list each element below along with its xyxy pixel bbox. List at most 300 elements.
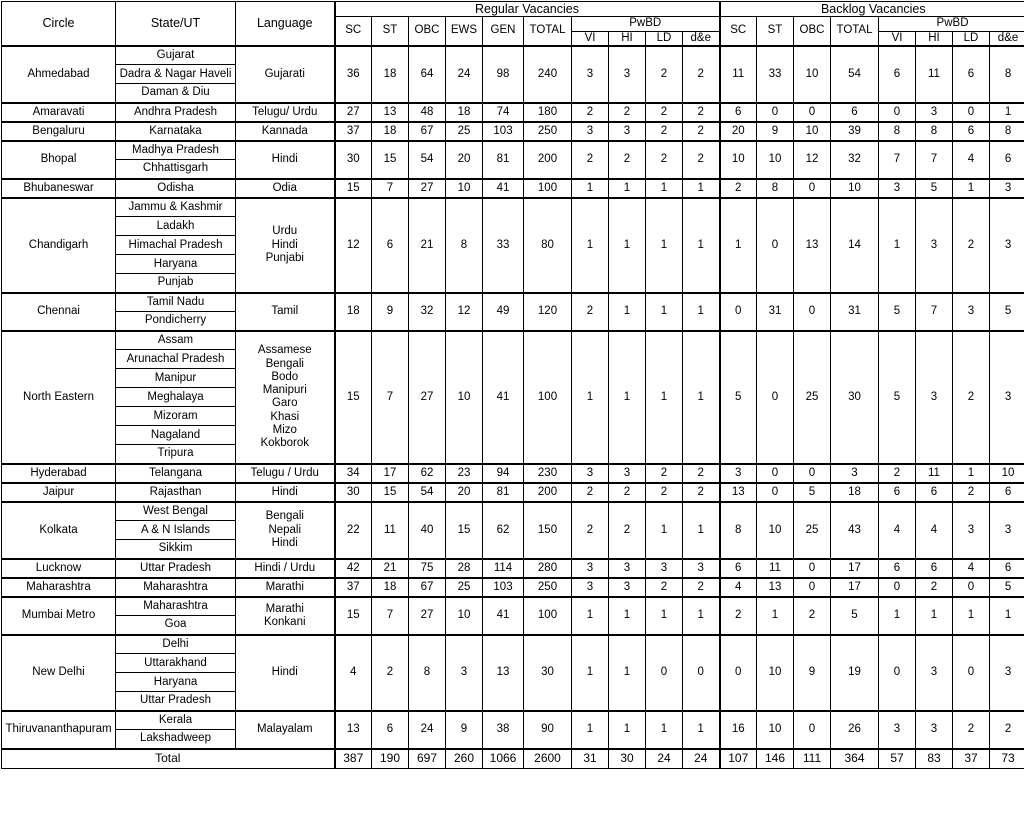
backlog-sc-value: 1 xyxy=(720,198,757,293)
circle-name: Maharashtra xyxy=(2,578,116,597)
table-row xyxy=(2,103,1024,122)
total-backlog-obc: 111 xyxy=(794,749,831,769)
table-row xyxy=(2,179,1024,198)
state-name: Jammu & Kashmir xyxy=(116,198,236,217)
regular-pwbd-de-value: 1 xyxy=(683,711,720,749)
state-name: Rajasthan xyxy=(116,483,236,502)
backlog-pwbd-de-value: 3 xyxy=(990,635,1024,711)
backlog-pwbd-ld-value: 0 xyxy=(953,103,990,122)
backlog-pwbd-hi-value: 7 xyxy=(916,141,953,179)
circle-name: Bhubaneswar xyxy=(2,179,116,198)
table-row xyxy=(2,198,1024,217)
backlog-pwbd-vi-value: 5 xyxy=(879,331,916,464)
total-regular-ews: 260 xyxy=(446,749,483,769)
circle-name: Kolkata xyxy=(2,502,116,559)
header-regular-obc: OBC xyxy=(409,17,446,46)
state-name: Kerala xyxy=(116,711,236,730)
backlog-pwbd-de-value: 8 xyxy=(990,46,1024,103)
regular-obc-value: 54 xyxy=(409,141,446,179)
header-regular-pwbd-hi: HI xyxy=(609,31,646,46)
backlog-total-value: 43 xyxy=(831,502,879,559)
regular-st-value: 18 xyxy=(372,122,409,141)
regular-ews-value: 10 xyxy=(446,331,483,464)
backlog-total-value: 39 xyxy=(831,122,879,141)
header-backlog-obc: OBC xyxy=(794,17,831,46)
regular-ews-value: 20 xyxy=(446,141,483,179)
state-name: Ladakh xyxy=(116,217,236,236)
header-backlog-sc: SC xyxy=(720,17,757,46)
language-name: Urdu Hindi Punjabi xyxy=(236,198,335,293)
backlog-pwbd-ld-value: 2 xyxy=(953,331,990,464)
regular-gen-value: 103 xyxy=(483,122,524,141)
regular-ews-value: 10 xyxy=(446,179,483,198)
header-regular-pwbd-vi: VI xyxy=(572,31,609,46)
regular-pwbd-vi-value: 3 xyxy=(572,46,609,103)
regular-pwbd-de-value: 2 xyxy=(683,464,720,483)
backlog-pwbd-de-value: 2 xyxy=(990,711,1024,749)
total-regular-st: 190 xyxy=(372,749,409,769)
backlog-st-value: 11 xyxy=(757,559,794,578)
total-backlog-total: 364 xyxy=(831,749,879,769)
regular-pwbd-ld-value: 1 xyxy=(646,331,683,464)
backlog-pwbd-hi-value: 5 xyxy=(916,179,953,198)
header-backlog-st: ST xyxy=(757,17,794,46)
regular-st-value: 17 xyxy=(372,464,409,483)
state-name: Maharashtra xyxy=(116,597,236,616)
backlog-obc-value: 9 xyxy=(794,635,831,711)
regular-sc-value: 30 xyxy=(335,483,372,502)
regular-obc-value: 24 xyxy=(409,711,446,749)
header-regular-pwbd-de: d&e xyxy=(683,31,720,46)
backlog-pwbd-hi-value: 6 xyxy=(916,483,953,502)
backlog-pwbd-ld-value: 1 xyxy=(953,597,990,635)
regular-pwbd-de-value: 0 xyxy=(683,635,720,711)
backlog-st-value: 31 xyxy=(757,293,794,331)
backlog-pwbd-de-value: 1 xyxy=(990,597,1024,635)
regular-total-value: 30 xyxy=(524,635,572,711)
backlog-pwbd-ld-value: 6 xyxy=(953,122,990,141)
backlog-pwbd-ld-value: 3 xyxy=(953,502,990,559)
regular-sc-value: 30 xyxy=(335,141,372,179)
regular-pwbd-vi-value: 3 xyxy=(572,122,609,141)
regular-pwbd-vi-value: 2 xyxy=(572,483,609,502)
regular-pwbd-ld-value: 1 xyxy=(646,711,683,749)
regular-pwbd-de-value: 2 xyxy=(683,122,720,141)
total-backlog-pwbd-de: 73 xyxy=(990,749,1024,769)
regular-pwbd-vi-value: 1 xyxy=(572,711,609,749)
regular-pwbd-vi-value: 2 xyxy=(572,141,609,179)
regular-pwbd-vi-value: 3 xyxy=(572,578,609,597)
backlog-total-value: 14 xyxy=(831,198,879,293)
regular-sc-value: 27 xyxy=(335,103,372,122)
regular-pwbd-de-value: 1 xyxy=(683,597,720,635)
table-body xyxy=(2,46,1024,769)
regular-obc-value: 27 xyxy=(409,331,446,464)
circle-name: Ahmedabad xyxy=(2,46,116,103)
regular-sc-value: 37 xyxy=(335,122,372,141)
total-backlog-sc: 107 xyxy=(720,749,757,769)
backlog-obc-value: 0 xyxy=(794,711,831,749)
regular-pwbd-ld-value: 3 xyxy=(646,559,683,578)
regular-pwbd-ld-value: 1 xyxy=(646,597,683,635)
regular-pwbd-hi-value: 2 xyxy=(609,141,646,179)
header-circle: Circle xyxy=(2,2,116,46)
regular-pwbd-de-value: 2 xyxy=(683,483,720,502)
state-name: Lakshadweep xyxy=(116,730,236,749)
backlog-obc-value: 25 xyxy=(794,331,831,464)
backlog-pwbd-hi-value: 1 xyxy=(916,597,953,635)
regular-ews-value: 25 xyxy=(446,578,483,597)
state-name: West Bengal xyxy=(116,502,236,521)
regular-pwbd-vi-value: 1 xyxy=(572,597,609,635)
circle-name: Thiruvananthapuram xyxy=(2,711,116,749)
backlog-sc-value: 13 xyxy=(720,483,757,502)
regular-total-value: 250 xyxy=(524,122,572,141)
regular-pwbd-ld-value: 0 xyxy=(646,635,683,711)
regular-ews-value: 10 xyxy=(446,597,483,635)
header-regular-ews: EWS xyxy=(446,17,483,46)
header-regular-sc: SC xyxy=(335,17,372,46)
regular-sc-value: 15 xyxy=(335,331,372,464)
state-name: Madhya Pradesh xyxy=(116,141,236,160)
backlog-pwbd-vi-value: 4 xyxy=(879,502,916,559)
regular-pwbd-hi-value: 1 xyxy=(609,198,646,293)
backlog-pwbd-vi-value: 8 xyxy=(879,122,916,141)
backlog-total-value: 17 xyxy=(831,559,879,578)
regular-gen-value: 81 xyxy=(483,141,524,179)
backlog-st-value: 1 xyxy=(757,597,794,635)
regular-gen-value: 13 xyxy=(483,635,524,711)
regular-pwbd-hi-value: 1 xyxy=(609,635,646,711)
total-regular-obc: 697 xyxy=(409,749,446,769)
regular-pwbd-vi-value: 3 xyxy=(572,559,609,578)
backlog-pwbd-vi-value: 0 xyxy=(879,635,916,711)
backlog-pwbd-hi-value: 4 xyxy=(916,502,953,559)
regular-st-value: 6 xyxy=(372,198,409,293)
regular-total-value: 280 xyxy=(524,559,572,578)
regular-pwbd-de-value: 2 xyxy=(683,578,720,597)
regular-total-value: 200 xyxy=(524,483,572,502)
state-name: Assam xyxy=(116,331,236,350)
regular-pwbd-hi-value: 2 xyxy=(609,483,646,502)
state-name: Dadra & Nagar Haveli xyxy=(116,65,236,84)
language-name: Marathi xyxy=(236,578,335,597)
regular-sc-value: 22 xyxy=(335,502,372,559)
regular-ews-value: 28 xyxy=(446,559,483,578)
backlog-pwbd-de-value: 1 xyxy=(990,103,1024,122)
language-name: Hindi xyxy=(236,141,335,179)
regular-st-value: 7 xyxy=(372,331,409,464)
backlog-st-value: 10 xyxy=(757,141,794,179)
regular-pwbd-hi-value: 1 xyxy=(609,331,646,464)
regular-pwbd-de-value: 1 xyxy=(683,502,720,559)
state-name: Odisha xyxy=(116,179,236,198)
circle-name: Bengaluru xyxy=(2,122,116,141)
backlog-total-value: 18 xyxy=(831,483,879,502)
state-name: Meghalaya xyxy=(116,388,236,407)
backlog-st-value: 13 xyxy=(757,578,794,597)
total-regular-gen: 1066 xyxy=(483,749,524,769)
backlog-pwbd-hi-value: 3 xyxy=(916,711,953,749)
state-name: Andhra Pradesh xyxy=(116,103,236,122)
backlog-pwbd-de-value: 6 xyxy=(990,559,1024,578)
regular-pwbd-ld-value: 2 xyxy=(646,464,683,483)
regular-pwbd-hi-value: 3 xyxy=(609,464,646,483)
total-backlog-st: 146 xyxy=(757,749,794,769)
regular-total-value: 100 xyxy=(524,331,572,464)
regular-st-value: 7 xyxy=(372,597,409,635)
circle-name: Bhopal xyxy=(2,141,116,179)
regular-obc-value: 32 xyxy=(409,293,446,331)
regular-pwbd-de-value: 1 xyxy=(683,198,720,293)
regular-pwbd-hi-value: 1 xyxy=(609,597,646,635)
backlog-obc-value: 13 xyxy=(794,198,831,293)
state-name: Manipur xyxy=(116,369,236,388)
regular-st-value: 21 xyxy=(372,559,409,578)
header-backlog-pwbd: PwBD xyxy=(879,17,1024,31)
regular-pwbd-vi-value: 3 xyxy=(572,464,609,483)
backlog-pwbd-hi-value: 3 xyxy=(916,635,953,711)
backlog-pwbd-de-value: 3 xyxy=(990,179,1024,198)
state-name: Nagaland xyxy=(116,426,236,445)
backlog-st-value: 0 xyxy=(757,103,794,122)
regular-total-value: 240 xyxy=(524,46,572,103)
regular-st-value: 2 xyxy=(372,635,409,711)
total-regular-total: 2600 xyxy=(524,749,572,769)
language-name: Assamese Bengali Bodo Manipuri Garo Khasi Mizo Kokborok xyxy=(236,331,335,464)
total-backlog-pwbd-vi: 57 xyxy=(879,749,916,769)
regular-obc-value: 48 xyxy=(409,103,446,122)
backlog-pwbd-vi-value: 3 xyxy=(879,179,916,198)
language-name: Hindi xyxy=(236,635,335,711)
regular-pwbd-vi-value: 2 xyxy=(572,502,609,559)
state-name: Mizoram xyxy=(116,407,236,426)
state-name: Goa xyxy=(116,616,236,635)
regular-ews-value: 23 xyxy=(446,464,483,483)
regular-ews-value: 24 xyxy=(446,46,483,103)
regular-pwbd-de-value: 3 xyxy=(683,559,720,578)
backlog-total-value: 30 xyxy=(831,331,879,464)
language-name: Hindi xyxy=(236,483,335,502)
header-regular-total: TOTAL xyxy=(524,17,572,46)
table-row xyxy=(2,559,1024,578)
regular-obc-value: 27 xyxy=(409,597,446,635)
regular-obc-value: 75 xyxy=(409,559,446,578)
header-backlog-pwbd-vi: VI xyxy=(879,31,916,46)
backlog-pwbd-de-value: 5 xyxy=(990,293,1024,331)
regular-total-value: 230 xyxy=(524,464,572,483)
backlog-obc-value: 5 xyxy=(794,483,831,502)
backlog-sc-value: 3 xyxy=(720,464,757,483)
regular-st-value: 18 xyxy=(372,578,409,597)
regular-pwbd-hi-value: 2 xyxy=(609,502,646,559)
state-name: A & N Islands xyxy=(116,521,236,540)
table-row xyxy=(2,122,1024,141)
state-name: Tamil Nadu xyxy=(116,293,236,312)
regular-pwbd-ld-value: 2 xyxy=(646,483,683,502)
regular-sc-value: 12 xyxy=(335,198,372,293)
backlog-pwbd-vi-value: 1 xyxy=(879,198,916,293)
regular-ews-value: 25 xyxy=(446,122,483,141)
regular-obc-value: 27 xyxy=(409,179,446,198)
regular-st-value: 6 xyxy=(372,711,409,749)
regular-gen-value: 98 xyxy=(483,46,524,103)
backlog-pwbd-hi-value: 7 xyxy=(916,293,953,331)
regular-pwbd-de-value: 1 xyxy=(683,293,720,331)
backlog-sc-value: 20 xyxy=(720,122,757,141)
state-name: Uttarakhand xyxy=(116,654,236,673)
backlog-total-value: 32 xyxy=(831,141,879,179)
state-name: Pondicherry xyxy=(116,312,236,331)
regular-pwbd-ld-value: 1 xyxy=(646,502,683,559)
backlog-sc-value: 6 xyxy=(720,103,757,122)
regular-ews-value: 3 xyxy=(446,635,483,711)
regular-total-value: 80 xyxy=(524,198,572,293)
table-header xyxy=(2,2,1024,46)
backlog-obc-value: 2 xyxy=(794,597,831,635)
regular-pwbd-hi-value: 3 xyxy=(609,122,646,141)
regular-obc-value: 67 xyxy=(409,122,446,141)
backlog-st-value: 0 xyxy=(757,331,794,464)
header-row-1 xyxy=(2,2,1024,17)
total-backlog-pwbd-ld: 37 xyxy=(953,749,990,769)
state-name: Maharashtra xyxy=(116,578,236,597)
backlog-obc-value: 0 xyxy=(794,559,831,578)
regular-total-value: 250 xyxy=(524,578,572,597)
circle-name: Mumbai Metro xyxy=(2,597,116,635)
backlog-pwbd-vi-value: 1 xyxy=(879,597,916,635)
circle-name: Lucknow xyxy=(2,559,116,578)
regular-ews-value: 8 xyxy=(446,198,483,293)
circle-name: Chennai xyxy=(2,293,116,331)
regular-pwbd-de-value: 1 xyxy=(683,331,720,464)
circle-name: Hyderabad xyxy=(2,464,116,483)
regular-ews-value: 9 xyxy=(446,711,483,749)
state-name: Sikkim xyxy=(116,540,236,559)
regular-total-value: 150 xyxy=(524,502,572,559)
state-name: Uttar Pradesh xyxy=(116,692,236,711)
table-row xyxy=(2,502,1024,521)
total-regular-pwbd-vi: 31 xyxy=(572,749,609,769)
backlog-obc-value: 0 xyxy=(794,179,831,198)
backlog-pwbd-vi-value: 7 xyxy=(879,141,916,179)
header-backlog-pwbd-hi: HI xyxy=(916,31,953,46)
backlog-obc-value: 10 xyxy=(794,46,831,103)
regular-sc-value: 18 xyxy=(335,293,372,331)
language-name: Telugu / Urdu xyxy=(236,464,335,483)
regular-total-value: 100 xyxy=(524,179,572,198)
backlog-pwbd-hi-value: 2 xyxy=(916,578,953,597)
backlog-st-value: 0 xyxy=(757,483,794,502)
backlog-pwbd-hi-value: 6 xyxy=(916,559,953,578)
regular-sc-value: 37 xyxy=(335,578,372,597)
total-regular-pwbd-ld: 24 xyxy=(646,749,683,769)
language-name: Tamil xyxy=(236,293,335,331)
regular-pwbd-vi-value: 1 xyxy=(572,635,609,711)
backlog-sc-value: 6 xyxy=(720,559,757,578)
regular-gen-value: 33 xyxy=(483,198,524,293)
backlog-total-value: 5 xyxy=(831,597,879,635)
backlog-pwbd-ld-value: 2 xyxy=(953,483,990,502)
backlog-sc-value: 5 xyxy=(720,331,757,464)
backlog-obc-value: 0 xyxy=(794,578,831,597)
backlog-pwbd-hi-value: 11 xyxy=(916,46,953,103)
regular-gen-value: 38 xyxy=(483,711,524,749)
backlog-pwbd-vi-value: 5 xyxy=(879,293,916,331)
backlog-obc-value: 25 xyxy=(794,502,831,559)
backlog-sc-value: 8 xyxy=(720,502,757,559)
regular-pwbd-vi-value: 1 xyxy=(572,198,609,293)
circle-name: Jaipur xyxy=(2,483,116,502)
backlog-pwbd-vi-value: 6 xyxy=(879,483,916,502)
vacancy-table xyxy=(1,1,1024,769)
backlog-pwbd-hi-value: 8 xyxy=(916,122,953,141)
backlog-pwbd-vi-value: 0 xyxy=(879,578,916,597)
regular-pwbd-hi-value: 1 xyxy=(609,711,646,749)
backlog-st-value: 0 xyxy=(757,198,794,293)
backlog-sc-value: 10 xyxy=(720,141,757,179)
backlog-pwbd-vi-value: 2 xyxy=(879,464,916,483)
state-name: Telangana xyxy=(116,464,236,483)
circle-name: Amaravati xyxy=(2,103,116,122)
header-backlog-pwbd-ld: LD xyxy=(953,31,990,46)
table-row xyxy=(2,141,1024,160)
circle-name: Chandigarh xyxy=(2,198,116,293)
header-backlog-total: TOTAL xyxy=(831,17,879,46)
regular-ews-value: 15 xyxy=(446,502,483,559)
regular-sc-value: 34 xyxy=(335,464,372,483)
state-name: Karnataka xyxy=(116,122,236,141)
backlog-st-value: 33 xyxy=(757,46,794,103)
language-name: Bengali Nepali Hindi xyxy=(236,502,335,559)
regular-pwbd-hi-value: 3 xyxy=(609,578,646,597)
regular-st-value: 7 xyxy=(372,179,409,198)
regular-pwbd-vi-value: 1 xyxy=(572,179,609,198)
state-name: Delhi xyxy=(116,635,236,654)
regular-gen-value: 94 xyxy=(483,464,524,483)
language-name: Kannada xyxy=(236,122,335,141)
table-row xyxy=(2,711,1024,730)
table-row xyxy=(2,597,1024,616)
total-regular-pwbd-de: 24 xyxy=(683,749,720,769)
regular-gen-value: 103 xyxy=(483,578,524,597)
regular-sc-value: 36 xyxy=(335,46,372,103)
regular-pwbd-ld-value: 2 xyxy=(646,103,683,122)
regular-pwbd-vi-value: 1 xyxy=(572,331,609,464)
header-regular-pwbd-ld: LD xyxy=(646,31,683,46)
regular-pwbd-ld-value: 1 xyxy=(646,293,683,331)
backlog-sc-value: 2 xyxy=(720,597,757,635)
regular-st-value: 18 xyxy=(372,46,409,103)
backlog-pwbd-ld-value: 4 xyxy=(953,559,990,578)
regular-sc-value: 15 xyxy=(335,179,372,198)
backlog-obc-value: 0 xyxy=(794,293,831,331)
backlog-pwbd-hi-value: 3 xyxy=(916,198,953,293)
regular-pwbd-hi-value: 1 xyxy=(609,179,646,198)
backlog-pwbd-ld-value: 0 xyxy=(953,578,990,597)
language-name: Telugu/ Urdu xyxy=(236,103,335,122)
regular-obc-value: 54 xyxy=(409,483,446,502)
backlog-pwbd-ld-value: 2 xyxy=(953,711,990,749)
regular-obc-value: 67 xyxy=(409,578,446,597)
backlog-pwbd-hi-value: 11 xyxy=(916,464,953,483)
table-row xyxy=(2,46,1024,65)
backlog-pwbd-ld-value: 6 xyxy=(953,46,990,103)
backlog-pwbd-vi-value: 0 xyxy=(879,103,916,122)
backlog-pwbd-de-value: 6 xyxy=(990,141,1024,179)
backlog-sc-value: 2 xyxy=(720,179,757,198)
backlog-total-value: 6 xyxy=(831,103,879,122)
